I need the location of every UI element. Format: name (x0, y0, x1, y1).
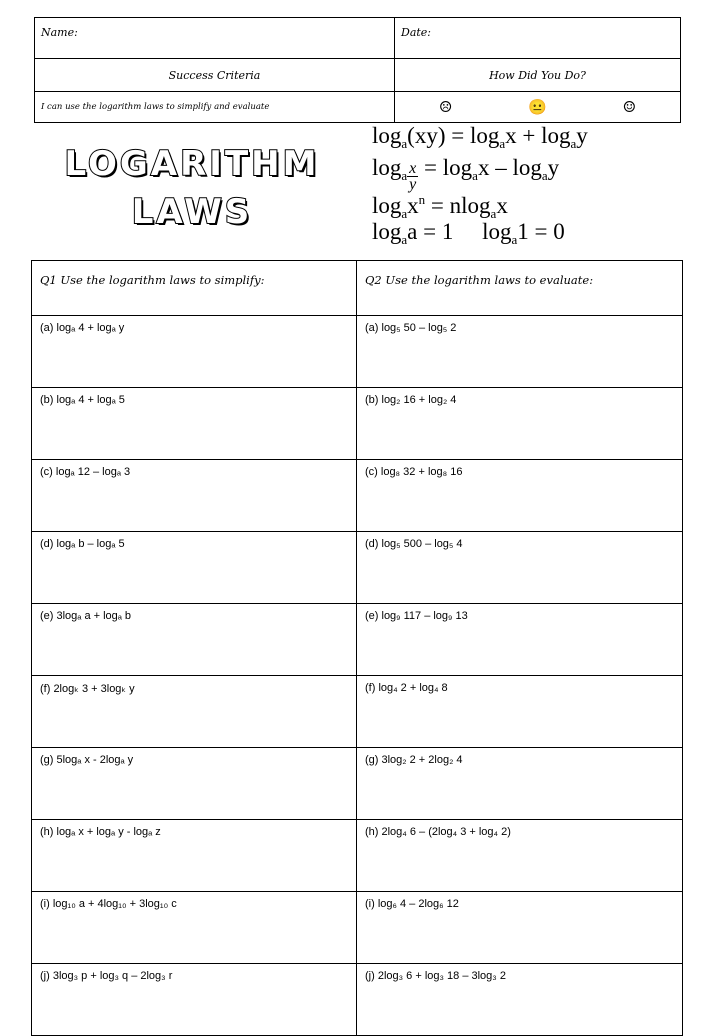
name-field[interactable] (35, 18, 395, 59)
q1-item[interactable]: (a) logₐ 4 + logₐ y (32, 316, 357, 388)
criterion-text: I can use the logarithm laws to simplify and evaluate (35, 92, 395, 123)
q1-item[interactable]: (b) logₐ 4 + logₐ 5 (32, 388, 357, 460)
law-identities: $\log_aa = 1$ $\log_a1 = 0$ (372, 219, 565, 247)
law-product: $\log_a(xy) = \log_ax + \log_ay$ (372, 123, 588, 151)
title-line-2: LAWS (131, 192, 253, 232)
q1-item[interactable]: (i) log₁₀ a + 4log₁₀ + 3log₁₀ c (32, 892, 357, 964)
law-power: $\log_ax^n = nlog_ax$ (372, 192, 508, 221)
q1-heading: Q1 Use the logarithm laws to simplify: (32, 261, 357, 316)
header-table (34, 17, 681, 123)
q2-item[interactable]: (e) log₉ 117 – log₉ 13 (357, 604, 683, 676)
q2-item[interactable]: (i) log₆ 4 – 2log₆ 12 (357, 892, 683, 964)
q2-item[interactable]: (d) log₅ 500 – log₅ 4 (357, 532, 683, 604)
q1-item[interactable]: (j) 3log₃ p + log₃ q – 2log₃ r (32, 964, 357, 1036)
q2-item[interactable]: (c) log₈ 32 + log₈ 16 (357, 460, 683, 532)
q1-item[interactable]: (e) 3logₐ a + logₐ b (32, 604, 357, 676)
q2-item[interactable]: (f) log₄ 2 + log₄ 8 (357, 676, 683, 748)
q1-item[interactable]: (h) logₐ x + logₐ y - logₐ z (32, 820, 357, 892)
law-quotient: $\log_a$ $\frac{x}{y}$ = $\log_ax - \log_ay$ (372, 155, 560, 193)
date-field[interactable] (395, 18, 681, 59)
name-label: Name: (41, 26, 78, 39)
neutral-face-icon[interactable]: 😐 (528, 98, 547, 116)
happy-face-icon[interactable]: ☺ (622, 98, 637, 116)
self-assessment-faces (395, 92, 681, 123)
q1-item[interactable]: (c) logₐ 12 – logₐ 3 (32, 460, 357, 532)
questions-table (31, 260, 683, 1036)
sad-face-icon[interactable]: ☹ (438, 98, 453, 116)
q1-item[interactable]: (d) logₐ b – logₐ 5 (32, 532, 357, 604)
laws-box (372, 120, 588, 248)
q2-heading: Q2 Use the logarithm laws to evaluate: (357, 261, 683, 316)
success-criteria-heading: Success Criteria (35, 59, 395, 92)
q2-item[interactable]: (a) log₅ 50 – log₅ 2 (357, 316, 683, 388)
page-title (58, 140, 326, 236)
q2-item[interactable]: (h) 2log₄ 6 – (2log₄ 3 + log₄ 2) (357, 820, 683, 892)
q2-item[interactable]: (b) log₂ 16 + log₂ 4 (357, 388, 683, 460)
q2-item[interactable]: (j) 2log₃ 6 + log₃ 18 – 3log₃ 2 (357, 964, 683, 1036)
q1-item[interactable]: (g) 5logₐ x - 2logₐ y (32, 748, 357, 820)
q2-item[interactable]: (g) 3log₂ 2 + 2log₂ 4 (357, 748, 683, 820)
q1-item[interactable]: (f) 2logₖ 3 + 3logₖ y (32, 676, 357, 748)
how-did-you-do-heading: How Did You Do? (395, 59, 681, 92)
title-line-1: LOGARITHM (64, 144, 320, 184)
date-label: Date: (401, 26, 432, 39)
